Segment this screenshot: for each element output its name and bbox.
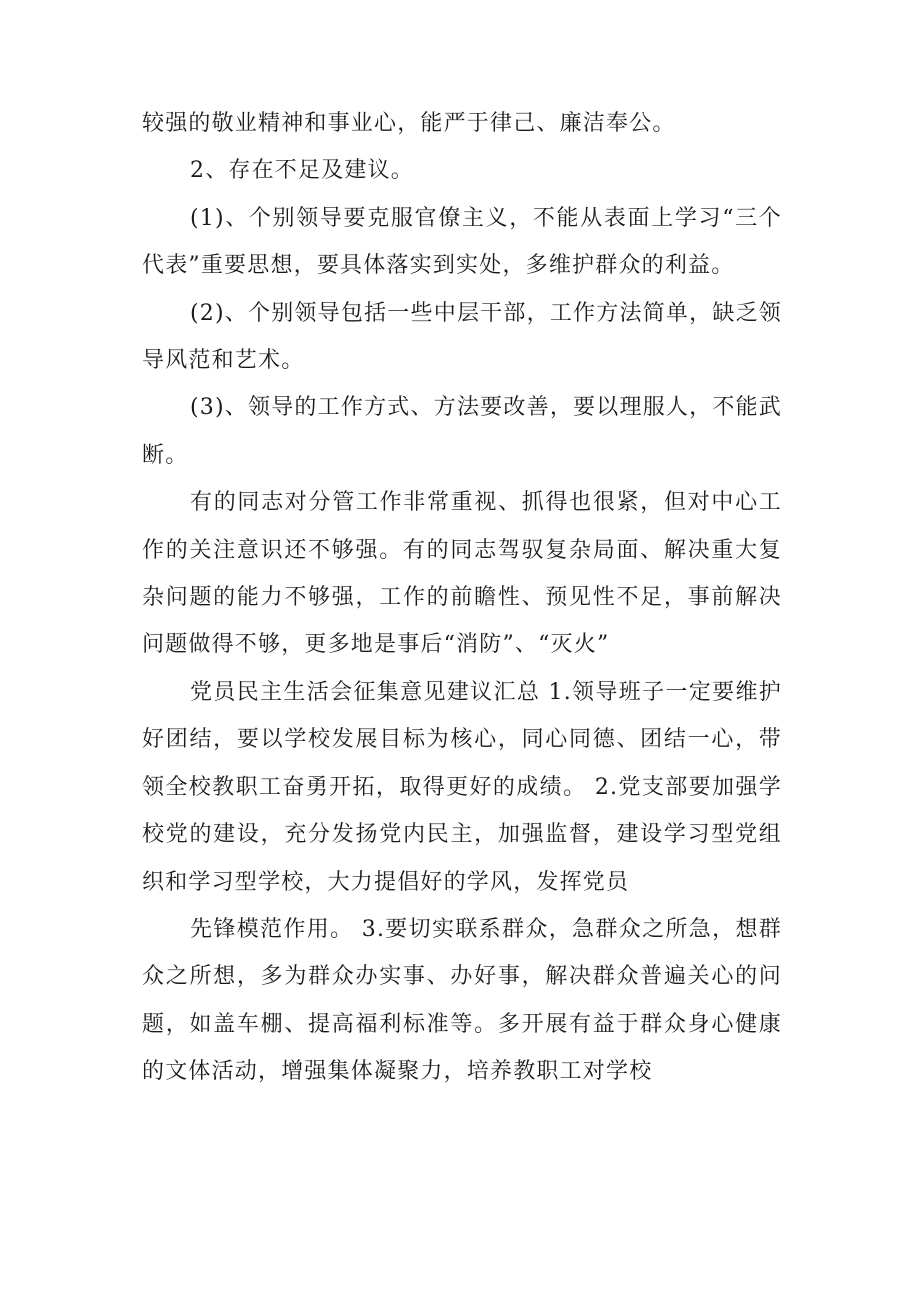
paragraph-3: (1)、个别领导要克服官僚主义，不能从表面上学习“三个代表”重要思想，要具体落实到实处，多维护群众的利益。 bbox=[142, 205, 782, 279]
paragraph-8: 先锋模范作用。 3.要切实联系群众，急群众之所急，想群众之所想，多为群众办实事、办好事，解决群众普遍关心的问题，如盖车棚、提高福利标准等。多开展有益于群众身心健康的文体活动，增强集体凝聚力，培养教职工对学校 bbox=[142, 916, 782, 1085]
paragraph-7: 党员民主生活会征集意见建议汇总 1.领导班子一定要维护好团结，要以学校发展目标为核心，同心同德、团结一心，带领全校教职工奋勇开拓，取得更好的成绩。 2.党支部要加强学校党的建设，充分发扬党内民主，加强监督，建设学习型党组织和学习型学校，大力提倡好的学风，发挥党员 bbox=[142, 679, 782, 895]
paragraph-2: 2、存在不足及建议。 bbox=[190, 158, 414, 184]
paragraph-5: (3)、领导的工作方式、方法要改善，要以理服人，不能武断。 bbox=[142, 395, 782, 468]
paragraph-1: 较强的敬业精神和事业心，能严于律己、廉洁奉公。 bbox=[142, 111, 676, 136]
paragraph-4: (2)、个别领导包括一些中层干部，工作方法简单，缺乏领导风范和艺术。 bbox=[142, 300, 782, 374]
document-page bbox=[142, 100, 782, 1096]
paragraph-6: 有的同志对分管工作非常重视、抓得也很紧，但对中心工作的关注意识还不够强。有的同志驾驭复杂局面、解决重大复杂问题的能力不够强，工作的前瞻性、预见性不足，事前解决问题做得不够，更多地是事后“消防”、“灭火” bbox=[142, 490, 782, 658]
